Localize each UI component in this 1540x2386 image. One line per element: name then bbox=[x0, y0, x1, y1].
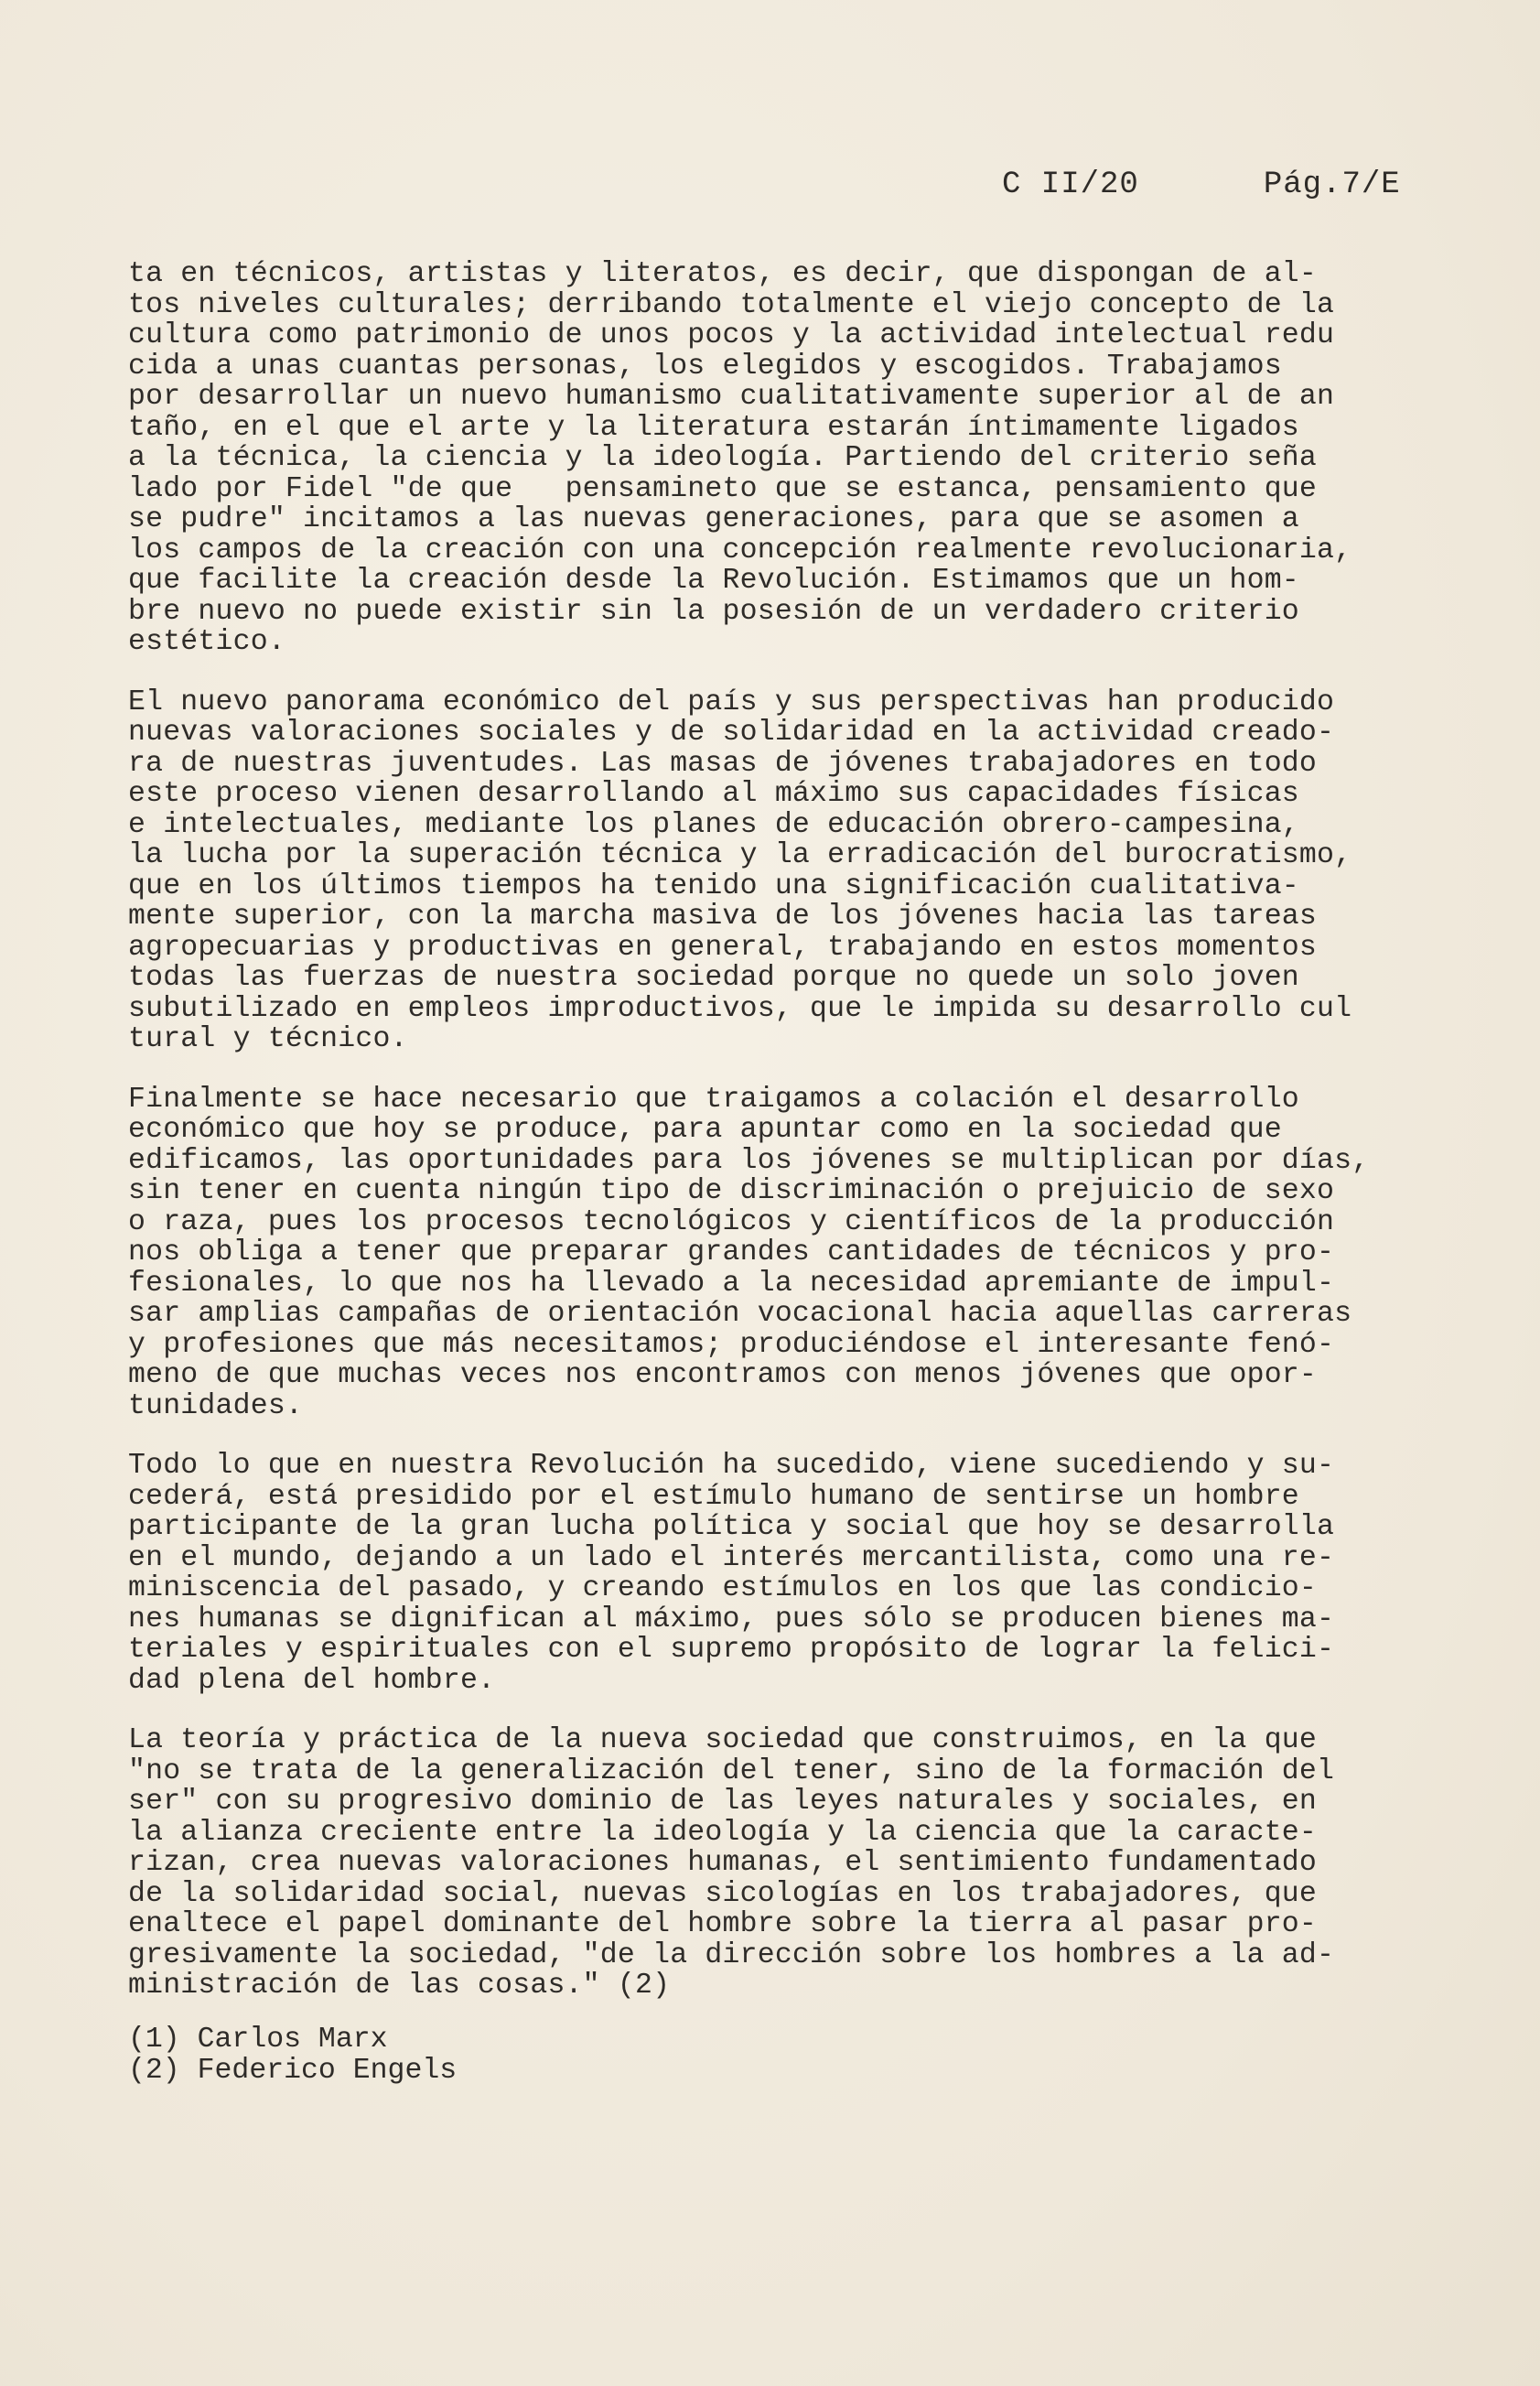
text-line: en el mundo, dejando a un lado el interés mercantilista, como una re- bbox=[128, 1541, 1335, 1574]
text-line: ser" con su progresivo dominio de las leyes naturales y sociales, en bbox=[128, 1786, 1318, 1818]
text-line: teriales y espirituales con el supremo propósito de lograr la felici- bbox=[128, 1634, 1335, 1666]
text-line: meno de que muchas veces nos encontramos con menos jóvenes que opor- bbox=[128, 1359, 1318, 1391]
text-line: enaltece el papel dominante del hombre sobre la tierra al pasar pro- bbox=[128, 1908, 1318, 1940]
footnote-2: (2) Federico Engels bbox=[128, 2054, 458, 2087]
text-line: tos niveles culturales; derribando totalmente el viejo concepto de la bbox=[128, 288, 1335, 321]
text-line: cida a unas cuantas personas, los elegidos y escogidos. Trabajamos bbox=[128, 350, 1282, 383]
text-line: cederá, está presidido por el estímulo humano de sentirse un hombre bbox=[128, 1480, 1299, 1513]
text-line: se pudre" incitamos a las nuevas generaciones, para que se asomen a bbox=[128, 503, 1299, 535]
text-line: los campos de la creación con una concepción realmente revolucionaria, bbox=[128, 534, 1352, 567]
text-line: fesionales, lo que nos ha llevado a la necesidad apremiante de impul- bbox=[128, 1267, 1335, 1300]
text-line: a la técnica, la ciencia y la ideología. Partiendo del criterio seña bbox=[128, 442, 1318, 474]
footnote-1: (1) Carlos Marx bbox=[128, 2024, 388, 2056]
paragraph-5 bbox=[128, 1725, 1455, 2002]
text-line: mente superior, con la marcha masiva de los jóvenes hacia las tareas bbox=[128, 901, 1318, 933]
text-line: e intelectuales, mediante los planes de educación obrero-campesina, bbox=[128, 808, 1299, 841]
text-line: económico que hoy se produce, para apuntar como en la sociedad que bbox=[128, 1114, 1282, 1146]
text-line: y profesiones que más necesitamos; produciéndose el interesante fenó- bbox=[128, 1328, 1335, 1361]
text-line: ra de nuestras juventudes. Las masas de jóvenes trabajadores en todo bbox=[128, 747, 1318, 780]
text-line: bre nuevo no puede existir sin la posesión de un verdadero criterio bbox=[128, 595, 1299, 628]
text-line: Todo lo que en nuestra Revolución ha sucedido, viene sucediendo y su- bbox=[128, 1450, 1335, 1482]
text-line: cultura como patrimonio de unos pocos y la actividad intelectual redu bbox=[128, 319, 1335, 351]
text-line: la lucha por la superación técnica y la erradicación del burocratismo, bbox=[128, 839, 1352, 871]
text-line: El nuevo panorama económico del país y sus perspectivas han producido bbox=[128, 686, 1335, 718]
text-line: dad plena del hombre. bbox=[128, 1664, 496, 1697]
paragraph-1 bbox=[128, 259, 1455, 658]
page-number: Pág.7/E bbox=[1263, 167, 1401, 202]
text-line: o raza, pues los procesos tecnológicos y científicos de la producción bbox=[128, 1205, 1335, 1238]
paragraph-3 bbox=[128, 1085, 1455, 1422]
text-line: estético. bbox=[128, 626, 285, 658]
text-line: lado por Fidel "de que pensamineto que se estanca, pensamiento que bbox=[128, 472, 1318, 505]
text-line: todas las fuerzas de nuestra sociedad porque no quede un solo joven bbox=[128, 962, 1299, 994]
text-line: participante de la gran lucha política y social que hoy se desarrolla bbox=[128, 1511, 1335, 1543]
page-header bbox=[1002, 167, 1401, 202]
text-line: nos obliga a tener que preparar grandes cantidades de técnicos y pro- bbox=[128, 1236, 1335, 1269]
document-body bbox=[128, 259, 1455, 2031]
text-line: ta en técnicos, artistas y literatos, es decir, que dispongan de al- bbox=[128, 258, 1318, 290]
text-line: "no se trata de la generalización del tener, sino de la formación del bbox=[128, 1754, 1335, 1787]
text-line: tunidades. bbox=[128, 1389, 304, 1422]
text-line: edificamos, las oportunidades para los jóvenes se multiplican por días, bbox=[128, 1144, 1370, 1177]
text-line: Finalmente se hace necesario que traigamos a colación el desarrollo bbox=[128, 1083, 1299, 1116]
text-line: que facilite la creación desde la Revolución. Estimamos que un hom- bbox=[128, 565, 1299, 597]
text-line: por desarrollar un nuevo humanismo cualitativamente superior al de an bbox=[128, 381, 1335, 413]
text-line: la alianza creciente entre la ideología y la ciencia que la caracte- bbox=[128, 1816, 1318, 1849]
paragraph-4 bbox=[128, 1451, 1455, 1696]
text-line: rizan, crea nuevas valoraciones humanas, el sentimiento fundamentado bbox=[128, 1847, 1318, 1879]
footnotes bbox=[128, 2024, 457, 2086]
text-line: agropecuarias y productivas en general, trabajando en estos momentos bbox=[128, 931, 1318, 964]
text-line: este proceso vienen desarrollando al máximo sus capacidades físicas bbox=[128, 778, 1299, 810]
text-line: subutilizado en empleos improductivos, que le impida su desarrollo cul bbox=[128, 992, 1352, 1025]
text-line: que en los últimos tiempos ha tenido una significación cualitativa- bbox=[128, 869, 1299, 902]
text-line: gresivamente la sociedad, "de la dirección sobre los hombres a la ad- bbox=[128, 1938, 1335, 1971]
document-code: C II/20 bbox=[1002, 167, 1139, 202]
text-line: La teoría y práctica de la nueva sociedad que construimos, en la que bbox=[128, 1724, 1318, 1756]
text-line: sin tener en cuenta ningún tipo de discriminación o prejuicio de sexo bbox=[128, 1175, 1335, 1207]
paragraph-2 bbox=[128, 687, 1455, 1055]
text-line: ministración de las cosas." (2) bbox=[128, 1970, 671, 2002]
text-line: miniscencia del pasado, y creando estímulos en los que las condicio- bbox=[128, 1572, 1318, 1604]
text-line: de la solidaridad social, nuevas sicologías en los trabajadores, que bbox=[128, 1877, 1318, 1910]
text-line: nes humanas se dignifican al máximo, pues sólo se producen bienes ma- bbox=[128, 1603, 1335, 1636]
text-line: sar amplias campañas de orientación vocacional hacia aquellas carreras bbox=[128, 1298, 1352, 1330]
text-line: tural y técnico. bbox=[128, 1023, 408, 1055]
text-line: taño, en el que el arte y la literatura estarán íntimamente ligados bbox=[128, 411, 1299, 444]
text-line: nuevas valoraciones sociales y de solidaridad en la actividad creado- bbox=[128, 717, 1335, 749]
